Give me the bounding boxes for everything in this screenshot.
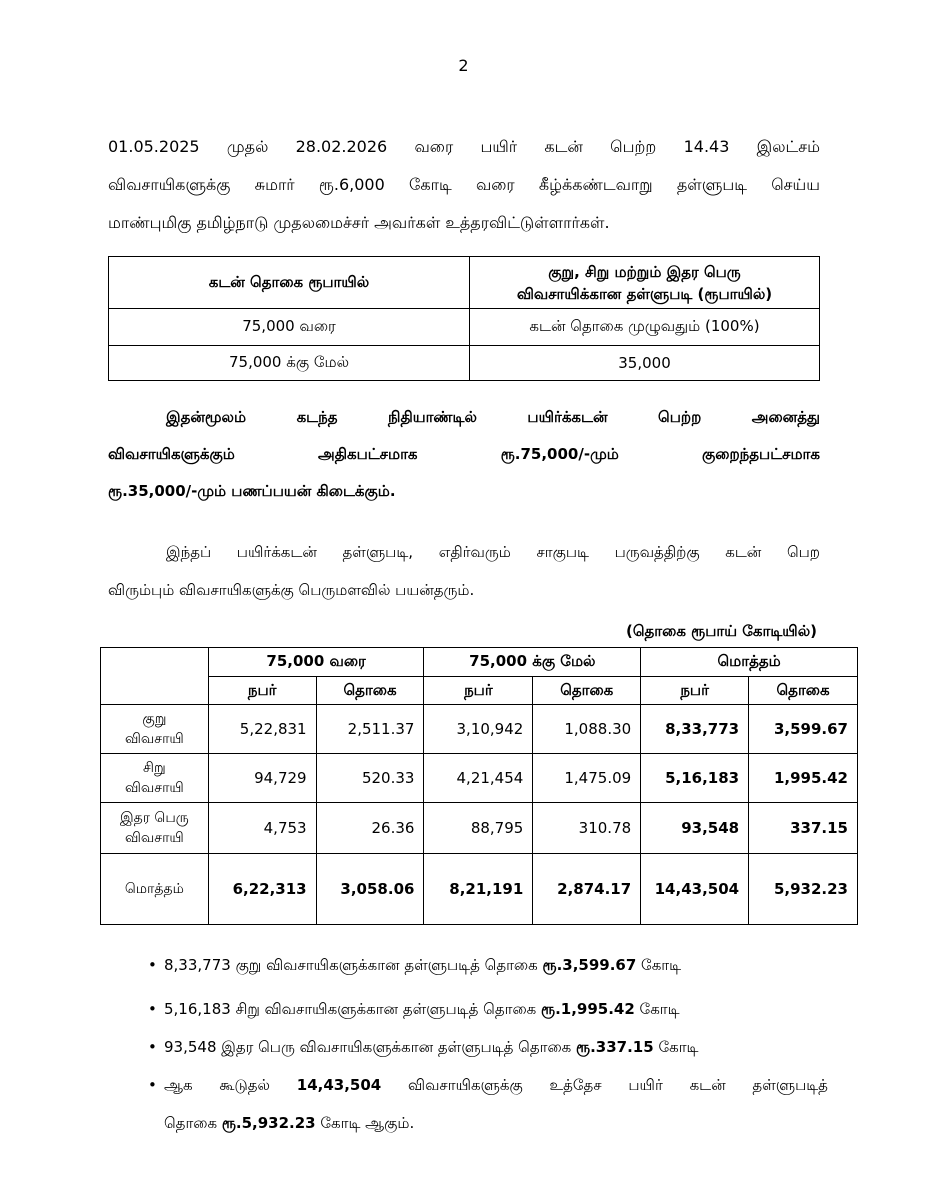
word: ரூ.6,000 [318,175,385,194]
page-number: 2 [458,56,469,75]
word: கடன் [689,1076,726,1094]
row-label [101,754,209,803]
word: இந்தப் [166,543,212,561]
benefit-line-2 [108,436,820,473]
bullet-text: தொகை [164,1114,222,1132]
corner-cell [101,648,209,705]
word: சுமார் [254,175,295,194]
bullet-4-line-1 [164,1066,828,1104]
word: இலட்சம் [756,137,820,156]
word: வரை [414,137,454,156]
row-label-line-2: விவசாயி [124,731,184,747]
table-cell: 75,000 க்கு மேல் [109,346,470,381]
word: உத்தேச [549,1076,602,1094]
list-item [148,1066,838,1142]
word: கீழ்க்கண்டவாறு [538,175,653,194]
word: எதிர்வரும் [438,543,511,561]
group-header: 75,000 வரை [208,648,424,677]
word: 14.43 [683,137,730,156]
word: கடந்த [296,408,338,426]
word: விவசாயிகளுக்கு [408,1076,523,1094]
row-label-line-1: இதர பெரு [120,810,189,826]
word: செய்ய [771,175,820,194]
bullet-text: கோடி [636,956,682,974]
bullet-icon: • [148,1038,157,1056]
word: ரூ.75,000/-மும் [500,445,619,463]
word: 01.05.2025 [108,137,200,156]
table-cell: 5,22,831 [208,705,316,754]
word: அனைத்து [751,408,820,426]
word: நிதியாண்டில் [388,408,477,426]
word: பயிர் [480,137,518,156]
list-item [148,950,838,990]
table-cell: 4,753 [208,803,316,854]
word: கூடுதல் [219,1076,270,1094]
table-cell: 26.36 [316,803,424,854]
intro-line-2 [108,166,820,204]
list-item [148,1028,838,1066]
table-cell: 1,995.42 [749,754,858,803]
table-cell: 310.78 [533,803,641,854]
bullet-icon: • [148,1076,157,1094]
row-label-line-1: சிறு [143,760,166,776]
table-row [101,754,858,803]
intro-line-1 [108,128,820,166]
benefit-paragraph [108,399,820,510]
word: பெற்ற [658,408,702,426]
table-cell: 8,33,773 [641,705,749,754]
table-cell: 4,21,454 [424,754,533,803]
intro-line-3: மாண்புமிகு தமிழ்நாடு முதலமைச்சர் அவர்கள் உத்தரவிட்டுள்ளார்கள். [108,213,610,232]
word: ஆக [164,1076,193,1094]
group-header: மொத்தம் [641,648,858,677]
waiver-rate-table [108,256,820,381]
row-label [101,803,209,854]
table-cell: 8,21,191 [424,854,533,925]
table-cell: 75,000 வரை [109,309,470,346]
total-row [101,854,858,925]
usage-line-2: விரும்பும் விவசாயிகளுக்கு பெருமளவில் பயன்தரும். [108,581,475,599]
group-header: 75,000 க்கு மேல் [424,648,641,677]
table-cell: 2,511.37 [316,705,424,754]
farmer-waiver-table [100,647,858,925]
bullet-text: 5,16,183 சிறு விவசாயிகளுக்கான தள்ளுபடித் தொகை [164,1000,541,1018]
word: அதிகபட்சமாக [318,445,418,463]
sub-header: நபர் [641,677,749,705]
bullet-text: கோடி ஆகும். [315,1114,415,1132]
word: சாகுபடி [536,543,589,561]
bullet-4-line-2 [164,1104,838,1142]
unit-note: (தொகை ரூபாய் கோடியில்) [625,622,817,640]
word: கடன் [725,543,762,561]
bullet-icon: • [148,1000,157,1018]
word: பயிர்க்கடன் [527,408,608,426]
word: விவசாயிகளுக்கு [108,175,231,194]
table-cell: 1,475.09 [533,754,641,803]
word: பெற்ற [610,137,657,156]
bullet-amount: ரூ.3,599.67 [542,956,637,974]
sub-header: தொகை [749,677,858,705]
sub-header: நபர் [424,677,533,705]
list-item [148,990,838,1028]
summary-bullet-list [148,950,838,1142]
bullet-amount: ரூ.1,995.42 [541,1000,635,1018]
bullet-text: 93,548 இதர பெரு விவசாயிகளுக்கான தள்ளுபடித் தொகை [164,1038,577,1056]
word: பயிர்க்கடன் [236,543,317,561]
word: தள்ளுபடி, [342,543,414,561]
table-cell: 35,000 [470,346,820,381]
word: 28.02.2026 [295,137,388,156]
usage-line-1 [108,533,820,571]
word: வரை [475,175,515,194]
table-cell: 3,10,942 [424,705,533,754]
table-header-row [109,257,820,309]
word: கடன் [544,137,583,156]
header-waiver-line-2: விவசாயிக்கான தள்ளுபடி (ரூபாயில்) [516,284,773,303]
bullet-amount: ரூ.5,932.23 [221,1114,316,1132]
bullet-text: 8,33,773 குறு விவசாயிகளுக்கான தள்ளுபடித் தொகை [164,956,543,974]
table-cell: 1,088.30 [533,705,641,754]
table-cell: 93,548 [641,803,749,854]
usage-paragraph [108,533,820,609]
sub-header: தொகை [316,677,424,705]
bullet-amount: ரூ.337.15 [576,1038,654,1056]
table-row [101,803,858,854]
word: விவசாயிகளுக்கும் [108,445,235,463]
table-cell: 520.33 [316,754,424,803]
row-label-line-2: விவசாயி [124,830,184,846]
table-row [101,705,858,754]
word: 14,43,504 [296,1076,382,1094]
table-cell: கடன் தொகை முழுவதும் (100%) [470,309,820,346]
row-label-line-2: விவசாயி [124,780,184,796]
group-header-row [101,648,858,677]
table-cell: 88,795 [424,803,533,854]
table-cell: 14,43,504 [641,854,749,925]
header-loan-amount: கடன் தொகை ரூபாயில் [109,257,470,309]
word: தள்ளுபடி [676,175,747,194]
table-cell: 3,058.06 [316,854,424,925]
table-cell: 5,16,183 [641,754,749,803]
word: இதன்மூலம் [166,408,247,426]
word: குறைந்தபட்சமாக [702,445,820,463]
benefit-line-3: ரூ.35,000/-மும் பணப்பயன் கிடைக்கும். [108,482,396,500]
table-cell: 6,22,313 [208,854,316,925]
bullet-icon: • [148,956,157,974]
bullet-text: கோடி [653,1038,699,1056]
intro-paragraph [108,128,820,242]
word: பருவத்திற்கு [614,543,700,561]
sub-header: தொகை [533,677,641,705]
table-cell: 94,729 [208,754,316,803]
sub-header-row [101,677,858,705]
benefit-line-1 [108,399,820,436]
bullet-text: கோடி [634,1000,680,1018]
table-row [109,309,820,346]
table-row [109,346,820,381]
table-cell: 3,599.67 [749,705,858,754]
table-cell: 337.15 [749,803,858,854]
row-label [101,705,209,754]
table-cell: 5,932.23 [749,854,858,925]
word: பெற [786,543,820,561]
word: தள்ளுபடித் [752,1076,828,1094]
header-waiver [470,257,820,309]
row-label-line-1: குறு [142,711,167,727]
row-label: மொத்தம் [101,854,209,925]
word: முதல் [226,137,269,156]
sub-header: நபர் [208,677,316,705]
table-cell: 2,874.17 [533,854,641,925]
word: கோடி [409,175,452,194]
header-waiver-line-1: குறு, சிறு மற்றும் இதர பெரு [548,262,741,281]
word: பயிர் [628,1076,663,1094]
